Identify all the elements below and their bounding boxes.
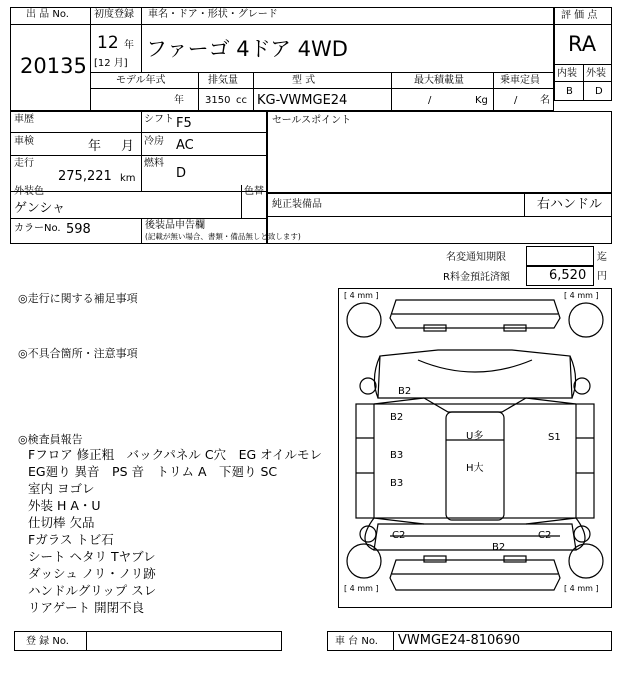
capacity-label: 乗車定員 — [500, 75, 540, 86]
damage-mark: U多 — [466, 431, 484, 442]
sales-point-label: セールスポイント — [272, 115, 352, 126]
inspector-report-heading: ◎検査員報告 — [18, 433, 83, 446]
tire-label: [ 4 mm ] — [344, 584, 379, 593]
recycle-amount: 6,520 — [549, 268, 587, 283]
mileage-unit: km — [120, 173, 136, 184]
inspection-label: 車検 — [14, 136, 34, 147]
first-reg-label: 初度登録 — [94, 9, 134, 20]
interior-label: 内装 — [557, 68, 577, 79]
color-no: 598 — [66, 222, 91, 237]
damage-mark: B3 — [390, 450, 404, 461]
inspection-month-unit: 月 — [121, 139, 135, 154]
car-name: ファーゴ 4ドア 4WD — [146, 37, 348, 61]
report-line: Fフロア 修正粗 バックパネル C穴 EG オイルモレ — [28, 447, 323, 462]
report-line: ハンドルグリップ スレ — [28, 583, 157, 598]
genuine-equipment-label: 純正装備品 — [272, 199, 322, 210]
damage-mark: H大 — [466, 463, 484, 474]
capacity-unit: 名 — [540, 95, 550, 106]
exterior-label: 外装 — [586, 68, 606, 79]
recycle-label: R料金預託済額 — [443, 272, 510, 283]
displacement-unit: cc — [236, 95, 247, 106]
model-year-unit: 年 — [174, 95, 184, 106]
wheel-rear-right — [569, 544, 603, 578]
aftermarket-label: 後装品申告欄 — [145, 220, 205, 231]
reg-no-label: 登 録 No. — [26, 636, 69, 647]
history-label: 車歴 — [14, 114, 34, 125]
tire-label: [ 4 mm ] — [344, 291, 379, 300]
inspection-year-unit: 年 — [88, 139, 102, 154]
inspector-report — [28, 446, 322, 616]
wheel-rear-left — [347, 544, 381, 578]
type-label: 型 式 — [292, 75, 316, 86]
listing-no-label: 出 品 No. — [26, 9, 69, 20]
capacity-separator: / — [514, 95, 518, 106]
damage-mark: B3 — [390, 478, 404, 489]
driving-notes-heading: ◎走行に関する補足事項 — [18, 292, 138, 305]
model-year-label: モデル年式 — [116, 75, 166, 86]
tire-label: [ 4 mm ] — [564, 584, 599, 593]
damage-mark: B2 — [492, 542, 506, 553]
recycle-unit: 円 — [597, 271, 607, 282]
model-line-label: 車名・ドア・形状・グレード — [148, 9, 278, 20]
report-line: リアゲート 開閉不良 — [28, 600, 145, 615]
damage-mark: B2 — [398, 386, 412, 397]
displacement: 3150 — [205, 95, 231, 106]
color-value: ゲンシャ — [14, 201, 66, 216]
defects-heading: ◎不具合箇所・注意事項 — [18, 347, 138, 360]
damage-mark: S1 — [548, 432, 561, 443]
chassis-no-label: 車 台 No. — [335, 636, 378, 647]
listing-no: 20135 — [20, 54, 87, 78]
notice-box — [526, 246, 594, 266]
report-line: 仕切棒 欠品 — [28, 515, 95, 530]
interior-grade: B — [566, 86, 573, 97]
exterior-grade: D — [595, 86, 603, 97]
rating-label: 評 価 点 — [561, 10, 598, 21]
first-reg-month: [12 月] — [94, 58, 128, 69]
color-label: 外装色 — [14, 186, 44, 197]
shift-label: シフト — [144, 114, 174, 125]
report-line: Fガラス トビ石 — [28, 532, 114, 547]
damage-mark: C2 — [392, 530, 406, 541]
report-line: 外装 H A・U — [28, 498, 101, 513]
mileage-value: 275,221 — [58, 169, 112, 184]
ac-value: AC — [176, 138, 194, 153]
displacement-label: 排気量 — [208, 75, 238, 86]
report-line: 室内 ヨゴレ — [28, 481, 95, 496]
chassis-no: VWMGE24-810690 — [398, 633, 521, 648]
max-load-unit: Kg — [475, 95, 488, 106]
max-load-separator: / — [428, 95, 432, 106]
damage-mark: C2 — [538, 530, 552, 541]
wheel-front-left — [347, 303, 381, 337]
wheel-front-right — [569, 303, 603, 337]
notice-label: 名変通知期限 — [446, 252, 506, 263]
car-diagram — [338, 288, 612, 608]
damage-mark: B2 — [390, 412, 404, 423]
report-line: EG廻り 異音 PS 音 トリム A 下廻り SC — [28, 464, 278, 479]
report-line: ダッシュ ノリ・ノリ跡 — [28, 566, 156, 581]
type-code: KG-VWMGE24 — [257, 93, 348, 108]
fuel-value: D — [176, 166, 187, 181]
mileage-label: 走行 — [14, 158, 34, 169]
aftermarket-note: (記載が無い場合、書類・備品無しと致します) — [145, 232, 301, 241]
report-line: シート ヘタリ Tヤブレ — [28, 549, 156, 564]
notice-unit: 迄 — [597, 252, 607, 263]
tire-label: [ 4 mm ] — [564, 291, 599, 300]
first-reg-year: 12 — [97, 33, 119, 53]
max-load-label: 最大積載量 — [414, 75, 464, 86]
shift-value: F5 — [176, 116, 192, 131]
color-no-label: カラーNo. — [14, 223, 61, 234]
ac-label: 冷房 — [144, 136, 164, 147]
handle-value: 右ハンドル — [537, 197, 603, 212]
year-unit: 年 — [124, 40, 134, 51]
fuel-label: 燃料 — [144, 158, 164, 169]
color-change-label: 色替 — [244, 186, 264, 197]
rating: RA — [568, 32, 597, 56]
